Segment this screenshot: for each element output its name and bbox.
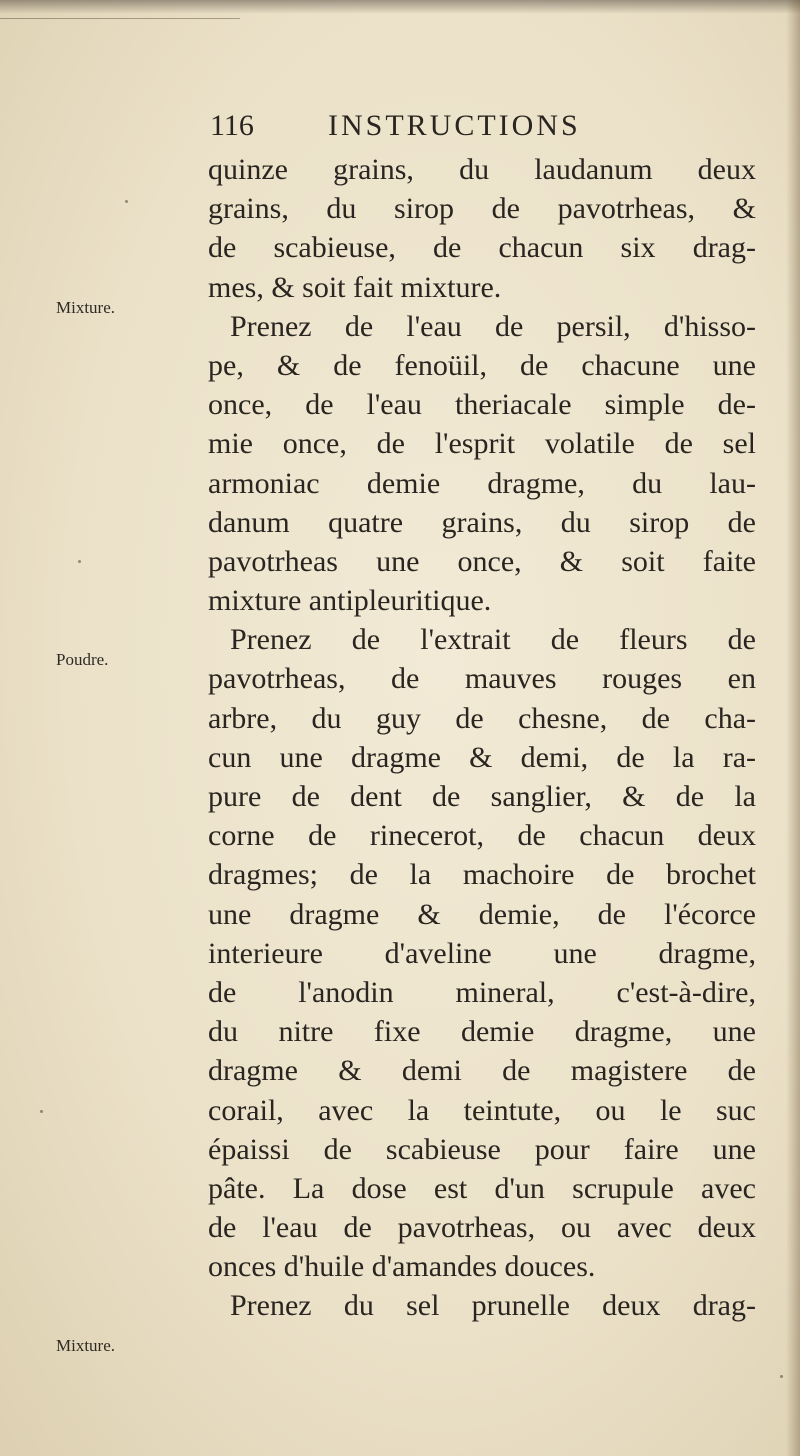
text-line: mes, & soit fait mixture. <box>208 270 502 304</box>
text-line: pavotrheas une once, & soit faite <box>208 544 756 578</box>
text-line: arbre, du guy de chesne, de cha- <box>208 701 756 735</box>
text-line: Prenez de l'eau de persil, d'hisso- <box>230 309 756 343</box>
ink-speck <box>40 1110 43 1113</box>
text-line: de l'eau de pavotrheas, ou avec deux <box>208 1211 756 1245</box>
top-hairline <box>0 18 240 19</box>
text-line: une dragme & demie, de l'écorce <box>208 897 756 931</box>
text-line: pâte. La dose est d'un scrupule avec <box>208 1171 756 1205</box>
running-title: INSTRUCTIONS <box>328 109 581 142</box>
text-line: cun une dragme & demi, de la ra- <box>208 740 756 774</box>
text-line: de l'anodin mineral, c'est-à-dire, <box>208 975 756 1009</box>
body-text <box>208 150 756 1326</box>
text-line: pe, & de fenoüil, de chacune une <box>208 348 756 382</box>
ink-speck <box>125 200 128 203</box>
text-line: Prenez du sel prunelle deux drag- <box>230 1289 756 1323</box>
page-gutter-shadow <box>786 0 800 1456</box>
text-line: corail, avec la teintute, ou le suc <box>208 1093 756 1127</box>
page-number: 116 <box>210 109 254 142</box>
text-line: dragme & demi de magistere de <box>208 1054 756 1088</box>
text-line: corne de rinecerot, de chacun deux <box>208 819 756 853</box>
text-line: onces d'huile d'amandes douces. <box>208 1250 596 1284</box>
page-top-edge <box>0 0 800 14</box>
ink-speck <box>780 1375 783 1378</box>
text-line: du nitre fixe demie dragme, une <box>208 1015 756 1049</box>
text-line: Prenez de l'extrait de fleurs de <box>230 623 756 657</box>
text-line: once, de l'eau theriacale simple de- <box>208 388 756 422</box>
text-line: dragmes; de la machoire de brochet <box>208 858 756 892</box>
text-line: grains, du sirop de pavotrheas, & <box>208 192 756 226</box>
page-header <box>210 104 650 148</box>
text-line: quinze grains, du laudanum deux <box>208 153 756 186</box>
text-line: mixture antipleuritique. <box>208 584 492 618</box>
margin-note-mixture-1: Mixture. <box>56 298 116 317</box>
text-line: interieure d'aveline une dragme, <box>208 936 756 970</box>
text-line: mie once, de l'esprit volatile de sel <box>208 427 756 461</box>
text-line: pure de dent de sanglier, & de la <box>208 780 756 813</box>
text-line: épaissi de scabieuse pour faire une <box>208 1132 756 1166</box>
text-line: armoniac demie dragme, du lau- <box>208 466 756 500</box>
text-line: pavotrheas, de mauves rouges en <box>208 662 756 696</box>
text-line: danum quatre grains, du sirop de <box>208 505 756 539</box>
ink-speck <box>78 560 81 563</box>
text-line: de scabieuse, de chacun six drag- <box>208 231 756 265</box>
margin-note-poudre: Poudre. <box>56 650 109 669</box>
margin-note-mixture-2: Mixture. <box>56 1336 116 1355</box>
